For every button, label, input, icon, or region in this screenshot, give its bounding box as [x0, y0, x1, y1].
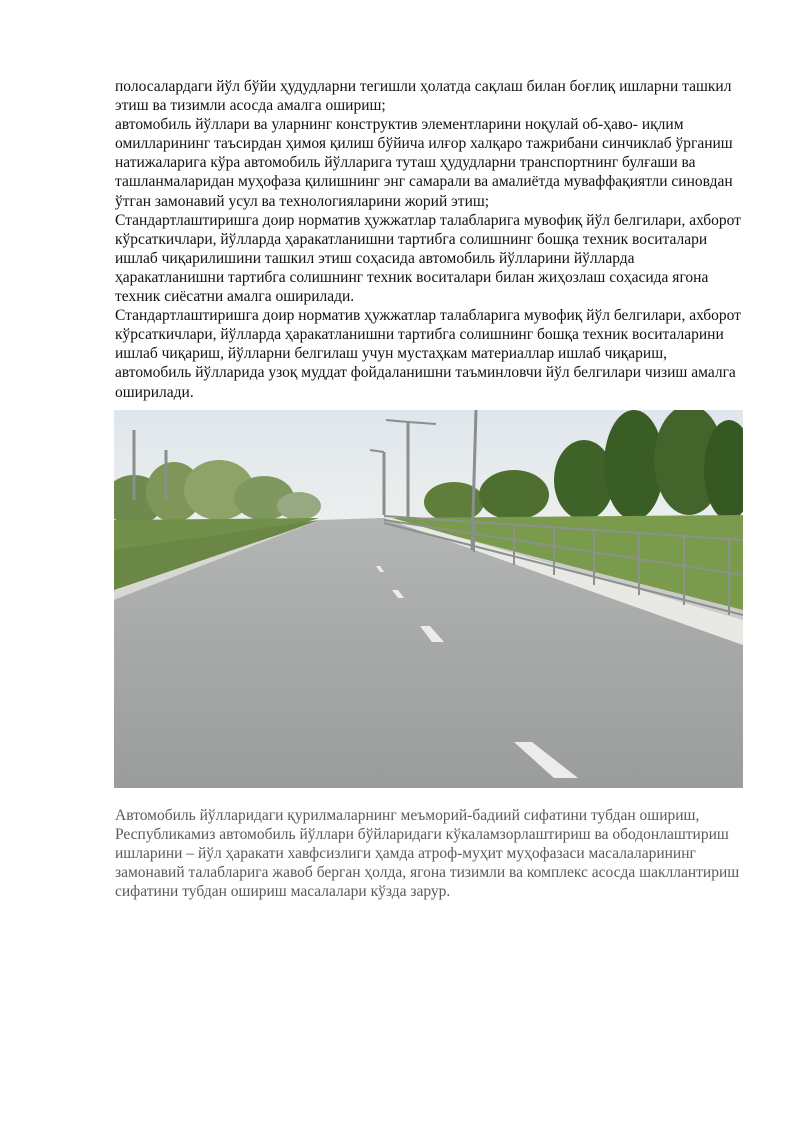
caption-paragraph: Автомобиль йўлларидаги қурилмаларнинг меъморий-бадиий сифатини тубдан ошириш, Республикамиз автомобиль йўллари бўйларидаги кўкаламзорлаштириш ва ободонлаштириш ишларини – йўл ҳаракати хавфсизлиги ҳамда атроф-муҳит муҳофазаси масалаларининг замонавий талабларига жавоб берган ҳолда, ягона тизимли ва комплекс асосда шакллантириш сифатини тубдан ошириш масалалари кўзда зарур.: [115, 807, 740, 901]
paragraph: Стандартлаштиришга доир норматив ҳужжатлар талабларига мувофиқ йўл белгилари, ахборот кўрсаткичлари, йўлларда ҳаракатланишни тартибга солишнинг бошқа техник воситаларини ишлаб чиқариш, йўлларни белгилаш учун мустаҳкам материаллар ишлаб чиқариш, автомобиль йўлларида узоқ муддат фойдаланишни таъминловчи йўл белгилари чизиш амалга оширилади.: [115, 307, 741, 401]
road-photo: [114, 410, 743, 788]
body-text: [115, 77, 745, 402]
road-photo-illustration: [114, 410, 743, 788]
caption-text: [115, 806, 745, 901]
paragraph: Стандартлаштиришга доир норматив ҳужжатлар талабларига мувофиқ йўл белгилари, ахборот кўрсаткичлари, йўлларда ҳаракатланишни тартибга солишнинг бошқа техник воситалари ишлаб чиқарилишини ташкил этиш соҳасида автомобиль йўлларини йўлларда ҳаракатланишни тартибга солишнинг техник воситалари билан жиҳозлаш соҳасида ягона техник сиёсатни амалга оширилади.: [115, 211, 741, 306]
paragraph: полосалардаги йўл бўйи ҳудудларни тегишли ҳолатда сақлаш билан боғлиқ ишларни ташкил этиш ва тизимли асосда амалга ошириш;: [115, 78, 732, 115]
paragraph: автомобиль йўллари ва уларнинг конструктив элементларини ноқулай об-ҳаво- иқлим омилларининг таъсирдан ҳимоя қилиш бўйича илғор халқаро тажрибани синчиклаб ўрганиш натижаларига кўра автомобиль йўлларига туташ ҳудудларни транспортнинг булғаши ва ташланмаларидан муҳофаза қилишнинг энг самарали ва амалиётда муваффақиятли синовдан ўтган замонавий усул ва технологияларини жорий этиш;: [115, 116, 733, 210]
